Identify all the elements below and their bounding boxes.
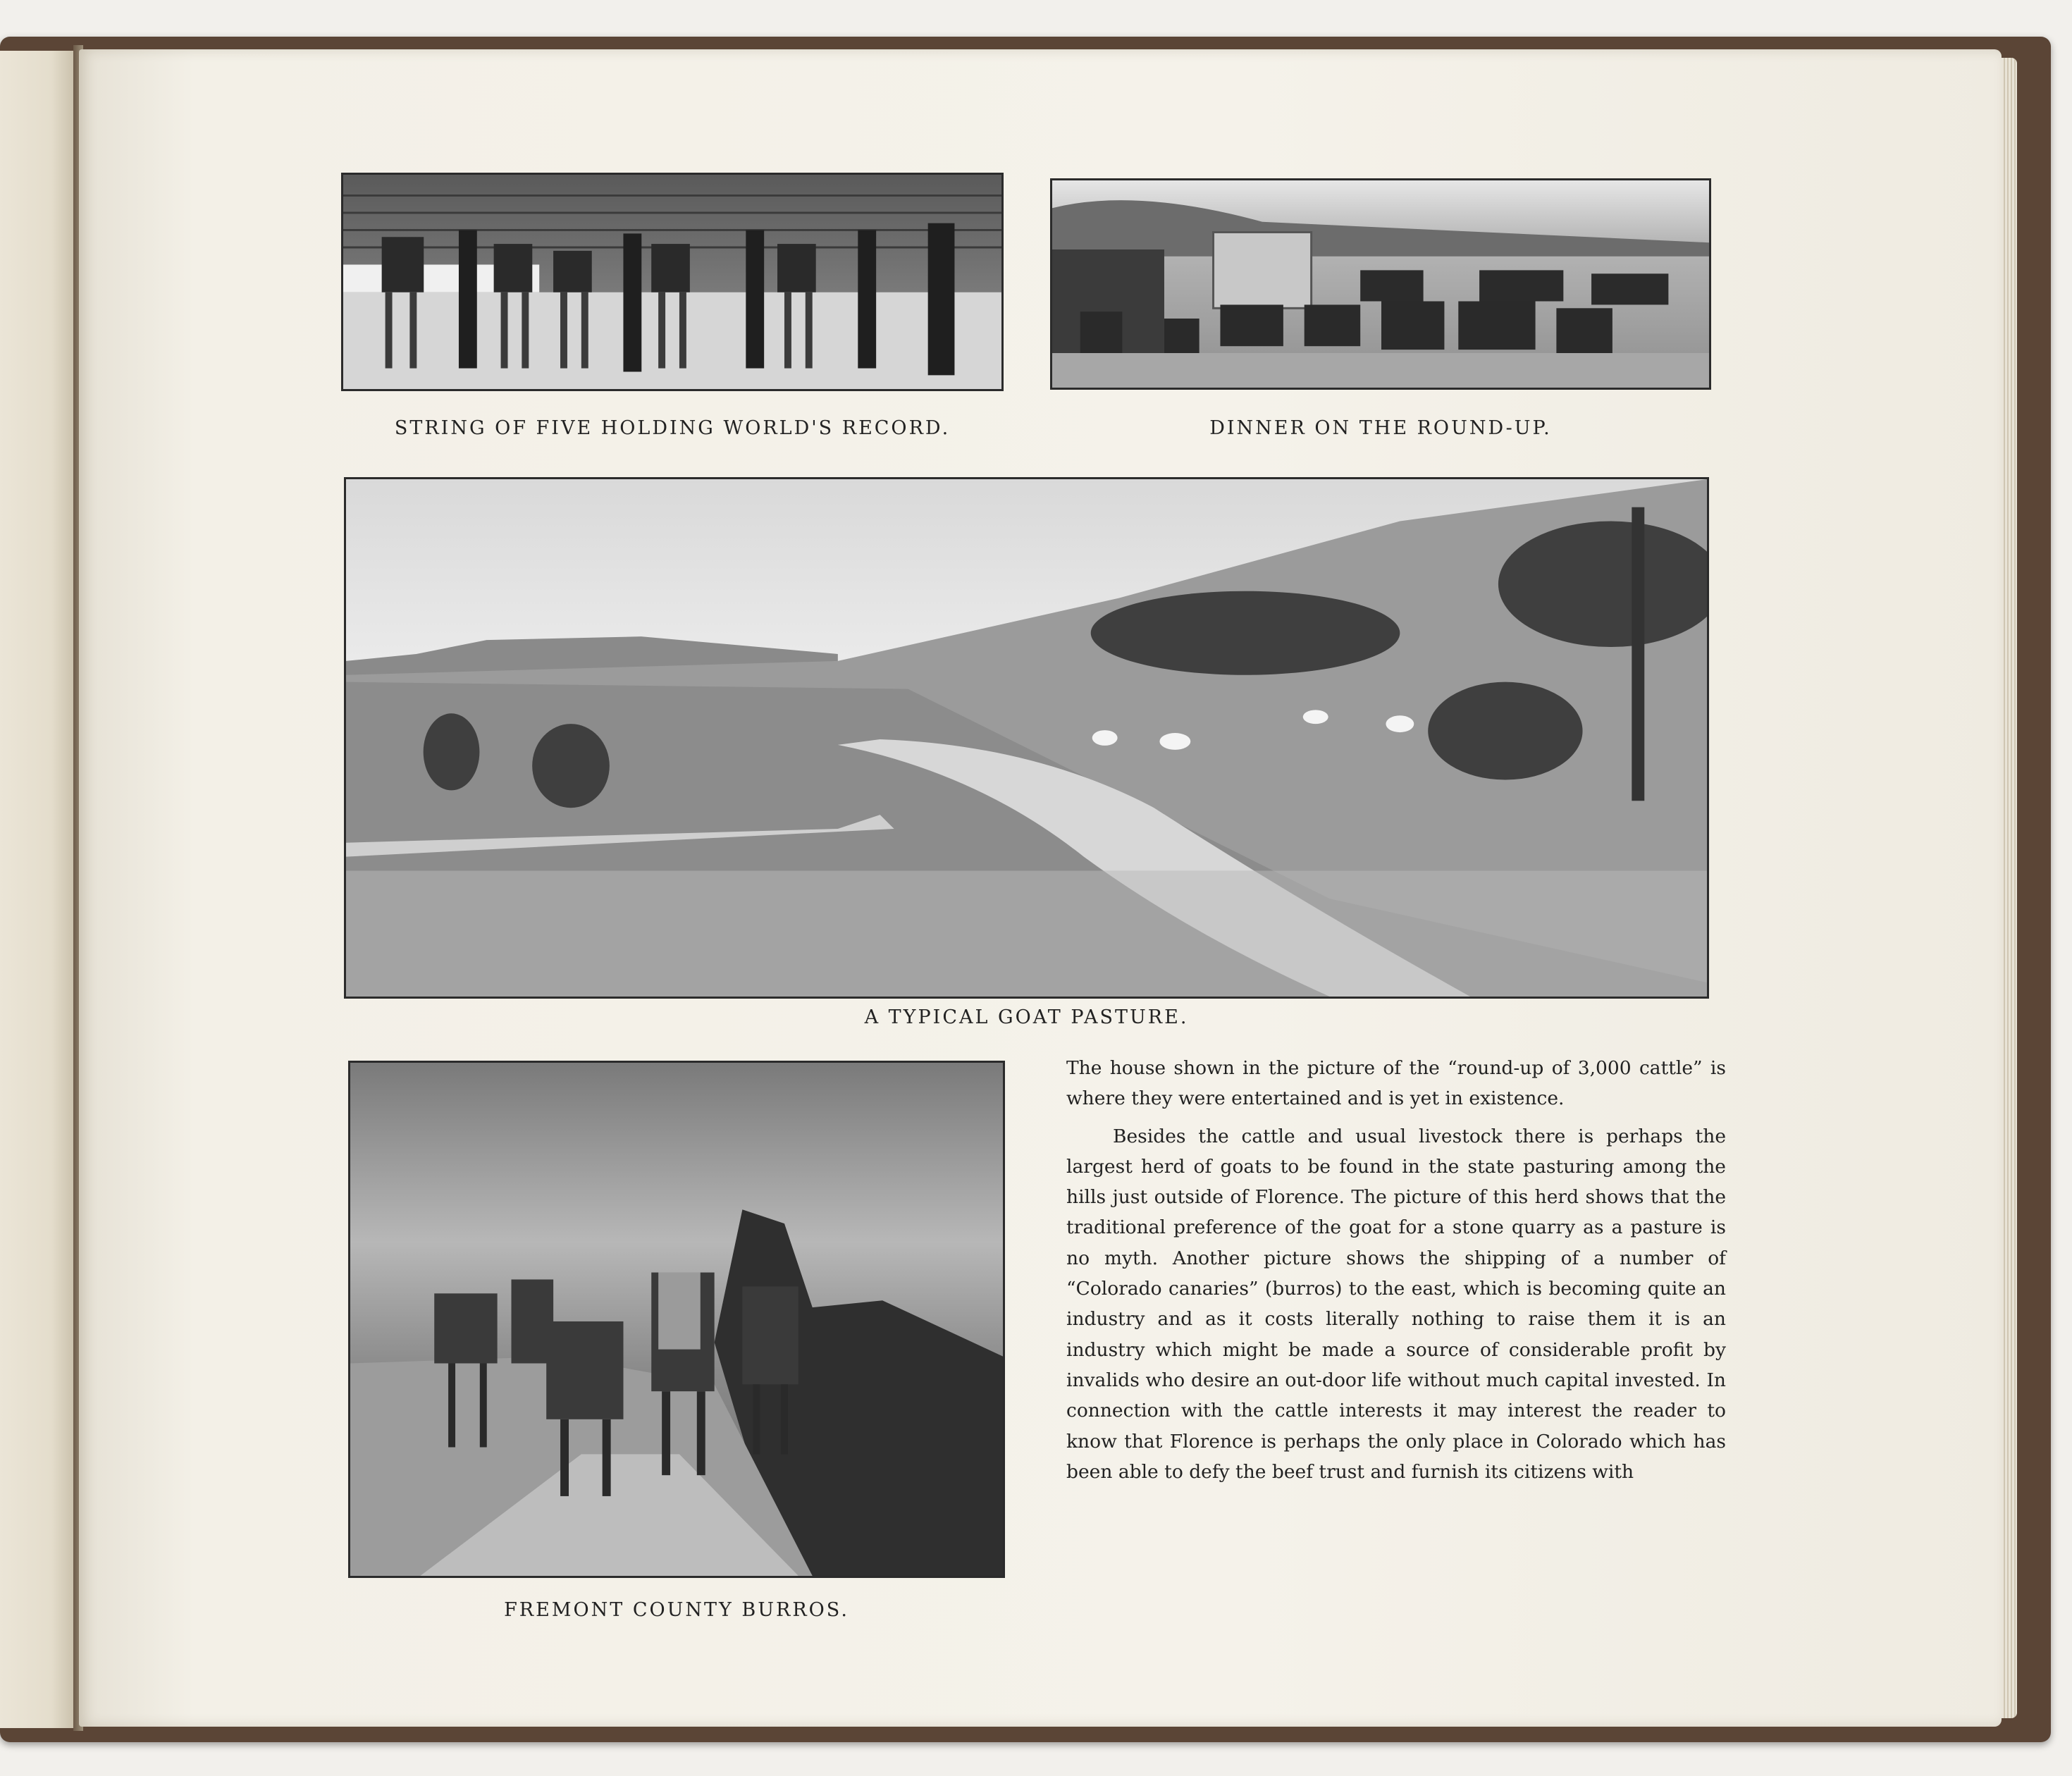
caption-roundup: DINNER ON THE ROUND-UP. [1209, 417, 1552, 439]
caption-horses: STRING OF FIVE HOLDING WORLD'S RECORD. [394, 417, 951, 439]
photo-burros [348, 1061, 1005, 1578]
article-text [1066, 1053, 1726, 1487]
caption-goats: A TYPICAL GOAT PASTURE. [864, 1006, 1189, 1028]
page-edges [2002, 58, 2017, 1718]
photo-roundup [1050, 178, 1711, 390]
article-paragraph-1: The house shown in the picture of the “round-up of 3,000 cattle” is where they were entertained and is yet in existence. [1066, 1057, 1726, 1110]
photo-goats [344, 477, 1709, 999]
left-page-edge [0, 51, 75, 1728]
photo-horses [341, 173, 1004, 391]
article-paragraph-2: Besides the cattle and usual livestock there is perhaps the largest herd of goats to be found in the state pasturing among the hills just outside of Florence. The picture of this herd shows that the traditional preference of the goat for a stone quarry as a pasture is no myth. Another picture shows the shipping of a number of “Colorado canaries” (burros) to the east, which is becoming quite an industry and as it costs literally nothing to raise them it is an industry which might be made a source of considerable profit by invalids who desire an out-door life without much capital invested. In connection with the cattle interests it may interest the reader to know that Florence is perhaps the only place in Colorado which has been able to defy the beef trust and furnish its citizens with [1066, 1125, 1726, 1483]
caption-burros: FREMONT COUNTY BURROS. [504, 1599, 849, 1621]
